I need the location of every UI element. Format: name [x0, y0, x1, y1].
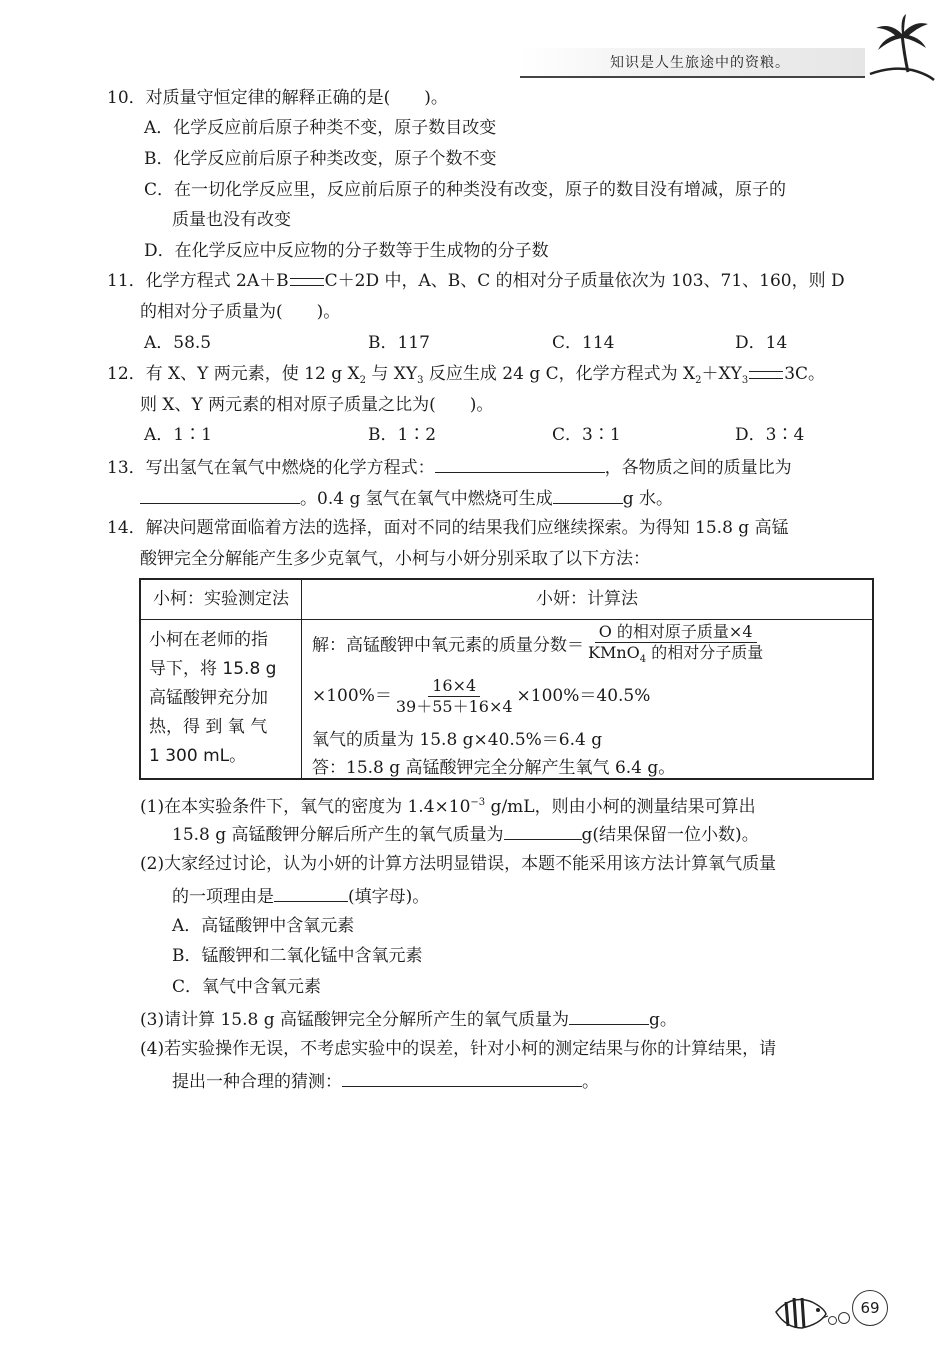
q11-option-c: C．114 — [552, 333, 615, 353]
bubble-icon — [838, 1312, 850, 1324]
q13-text-1: 13．写出氢气在氧气中燃烧的化学方程式： — [107, 458, 435, 478]
q11-option-d: D．14 — [735, 333, 788, 353]
fraction — [392, 676, 517, 717]
q13-stem-cont — [140, 485, 673, 511]
q14-part2-cont — [172, 883, 429, 909]
equals-sign-icon — [749, 371, 783, 379]
calc-line-1 — [312, 622, 767, 670]
q14-part4: (4)若实验操作无误，不考虑实验中的误差，针对小柯的测定结果与你的计算结果，请 — [140, 1039, 777, 1059]
answer-blank[interactable] — [435, 454, 605, 473]
part1-sup: −3 — [470, 797, 486, 808]
calc-line-2 — [312, 674, 650, 718]
fraction-denominator — [584, 643, 767, 670]
experiment-line: 1 300 mL。 — [149, 746, 247, 766]
q12-text-3: 反应生成 24 g C，化学方程式为 X — [423, 364, 696, 384]
methods-table — [139, 578, 874, 780]
q11-stem — [107, 269, 845, 293]
q14-part2-option-c: C．氧气中含氧元素 — [172, 977, 322, 997]
answer-blank[interactable] — [342, 1068, 582, 1087]
q14-stem: 14．解决问题常面临着方法的选择，面对不同的结果我们应继续探索。为得知 15.8 g 高锰 — [107, 518, 789, 538]
fraction-numerator: O 的相对原子质量×4 — [595, 622, 757, 643]
bubble-icon — [828, 1316, 837, 1325]
calc-line-3: 氧气的质量为 15.8 g×40.5%＝6.4 g — [312, 730, 603, 750]
q12-option-b: B．1∶2 — [368, 425, 437, 445]
q12-sub-4: 3 — [741, 375, 749, 386]
q12-sub-2: 3 — [417, 375, 424, 386]
q12-stem — [107, 362, 825, 393]
page-header — [0, 0, 950, 85]
part3-text: (3)请计算 15.8 g 高锰酸钾完全分解所产生的氧气质量为 — [140, 1010, 570, 1030]
q14-part2-option-b: B．锰酸钾和二氧化锰中含氧元素 — [172, 946, 423, 966]
q12-text-2: 与 XY — [365, 364, 418, 384]
q11-stem-a: 11．化学方程式 2A＋B — [107, 271, 289, 291]
q12-option-d: D．3∶4 — [735, 425, 805, 445]
q11-stem-cont: 的相对分子质量为( )。 — [140, 302, 341, 322]
q13-text-2: ，各物质之间的质量比为 — [604, 458, 792, 478]
q13-text-3: 。0.4 g 氢气在氧气中燃烧可生成 — [300, 489, 553, 509]
answer-blank[interactable] — [504, 821, 582, 840]
header-motto: 知识是人生旅途中的资粮。 — [610, 55, 790, 71]
table-cell-experiment — [140, 620, 302, 780]
part2-text: 的一项理由是 — [172, 887, 274, 907]
q12-sub-1: 2 — [359, 375, 366, 386]
q11-stem-b: C＋2D 中，A、B、C 的相对分子质量依次为 103、71、160，则 D — [324, 271, 845, 291]
calc-text: 的相对分子质量 — [646, 643, 764, 662]
fraction — [584, 622, 767, 670]
q12-text-4: ＋XY — [701, 364, 742, 384]
experiment-line: 高锰酸钾充分加 — [149, 688, 268, 708]
answer-blank[interactable] — [274, 883, 348, 902]
page-number: 69 — [852, 1290, 888, 1326]
q10-option-a: A．化学反应前后原子种类不变，原子数目改变 — [144, 118, 497, 138]
part1-text: 15.8 g 高锰酸钾分解后所产生的氧气质量为 — [172, 825, 504, 845]
part3-text: g。 — [649, 1010, 677, 1030]
part2-text: (填字母)。 — [348, 887, 430, 907]
q12-option-a: A．1∶1 — [144, 425, 212, 445]
answer-blank[interactable] — [553, 485, 623, 504]
part4-text: 。 — [582, 1072, 599, 1092]
table-header-left: 小柯：实验测定法 — [140, 579, 302, 620]
q14-stem-cont: 酸钾完全分解能产生多少克氧气，小柯与小妍分别采取了以下方法： — [140, 549, 650, 569]
q12-option-c: C．3∶1 — [552, 425, 621, 445]
q14-part1-cont — [172, 821, 759, 847]
q12-text-5: 3C。 — [784, 364, 826, 384]
q10-option-d: D．在化学反应中反应物的分子数等于生成物的分子数 — [144, 241, 549, 261]
q14-part2: (2)大家经过讨论，认为小妍的计算方法明显错误，本题不能采用该方法计算氧气质量 — [140, 854, 777, 874]
fish-icon — [772, 1290, 832, 1332]
q12-stem-cont: 则 X、Y 两元素的相对原子质量之比为( )。 — [140, 395, 494, 415]
q12-text-1: 12．有 X、Y 两元素，使 12 g X — [107, 364, 360, 384]
q12-sub-3: 2 — [695, 375, 702, 386]
q14-part1 — [140, 791, 756, 819]
calc-text: ×100%＝40.5% — [516, 686, 651, 706]
palm-tree-icon — [862, 14, 937, 86]
q10-option-c: C．在一切化学反应里，反应前后原子的种类没有改变，原子的数目没有增减，原子的 — [144, 180, 787, 200]
answer-blank[interactable] — [140, 485, 300, 504]
q14-part2-option-a: A．高锰酸钾中含氧元素 — [172, 916, 355, 936]
calc-sub: 4 — [639, 654, 647, 665]
calc-line-4: 答：15.8 g 高锰酸钾完全分解产生氧气 6.4 g。 — [312, 758, 676, 778]
answer-blank[interactable] — [569, 1006, 649, 1025]
calc-text: 解：高锰酸钾中氧元素的质量分数＝ — [312, 635, 584, 656]
experiment-line: 导下，将 15.8 g — [149, 659, 277, 679]
q10-option-c-cont: 质量也没有改变 — [172, 210, 291, 230]
q13-text-4: g 水。 — [622, 489, 674, 509]
fraction-numerator: 16×4 — [428, 676, 480, 697]
q10-stem: 10．对质量守恒定律的解释正确的是( )。 — [107, 88, 448, 108]
fraction-denominator: 39＋55＋16×4 — [395, 697, 513, 716]
experiment-line: 热，得 到 氧 气 — [149, 717, 268, 737]
calc-text: ×100%＝ — [312, 686, 392, 706]
q14-part3 — [140, 1006, 677, 1032]
q10-option-b: B．化学反应前后原子种类改变，原子个数不变 — [144, 149, 497, 169]
q11-option-a: A．58.5 — [144, 333, 212, 353]
table-cell-calculation — [302, 620, 874, 780]
part1-text: g/mL，则由小柯的测量结果可算出 — [485, 797, 756, 817]
part1-text: g(结果保留一位小数)。 — [581, 825, 759, 845]
q14-part4-cont — [172, 1068, 599, 1094]
equals-sign-icon — [290, 278, 324, 286]
q13-stem — [107, 454, 792, 480]
q11-option-b: B．117 — [368, 333, 430, 353]
table-header-right: 小妍：计算法 — [302, 579, 874, 620]
calc-text: KMnO — [588, 643, 640, 662]
part4-text: 提出一种合理的猜测： — [172, 1072, 342, 1092]
experiment-line: 小柯在老师的指 — [149, 630, 268, 650]
part1-text: (1)在本实验条件下，氧气的密度为 1.4×10 — [140, 797, 471, 817]
